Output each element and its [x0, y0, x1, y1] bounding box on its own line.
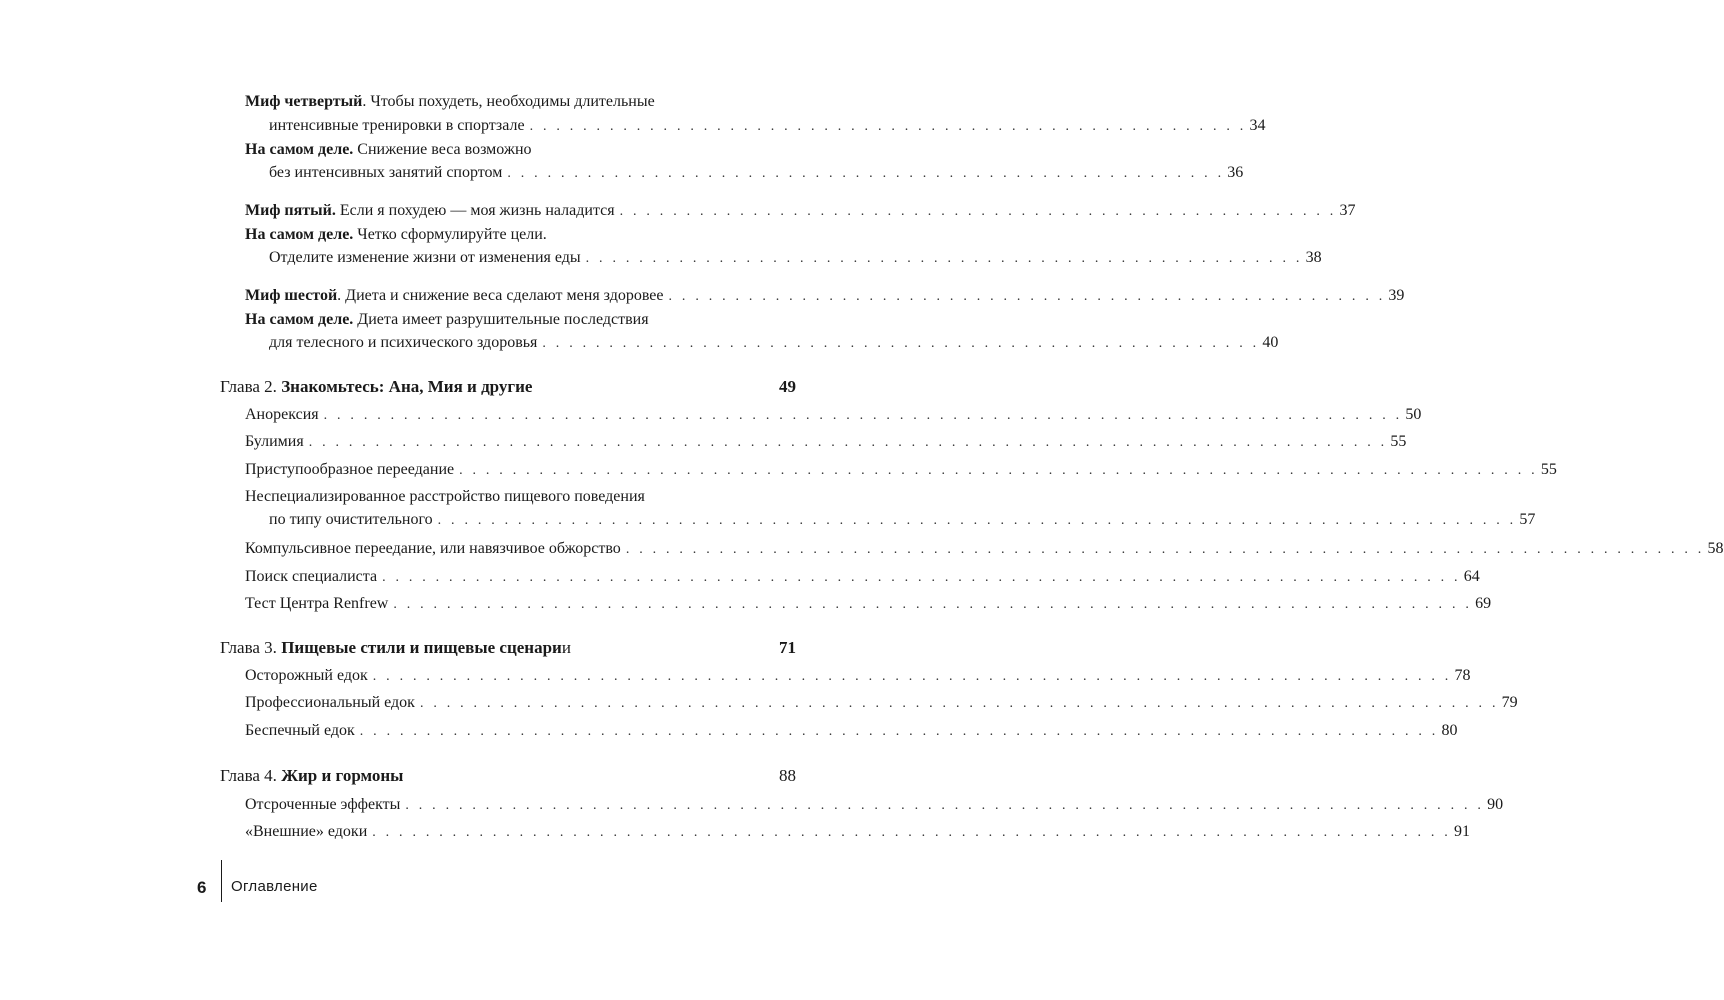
- myth-lead: Миф пятый.: [245, 202, 336, 219]
- item-text: Профессиональный едок: [245, 694, 415, 711]
- myth-text-continued: интенсивные тренировки в спортзале: [269, 117, 525, 134]
- chapter-title: Жир и гормоны: [281, 766, 404, 785]
- separator: .: [337, 287, 346, 304]
- fact-text: Четко сформулируйте цели.: [353, 226, 547, 243]
- page-number: 80: [1441, 722, 1458, 739]
- leader-dots: . . . . . . . . . . . . . . . . . . . . . . . . . . . . . . . . . . . . . . . . . . . . . . . . . . . . . . . . . . . . . . . . . . . . . . . . . . . . . . . . .: [405, 798, 1485, 813]
- footer-divider: [221, 860, 222, 902]
- toc-item: [245, 795, 1504, 815]
- leader-dots: . . . . . . . . . . . . . . . . . . . . . . . . . . . . . . . . . . . . . . . . . . . . . . . . . . . . . .: [585, 251, 1303, 266]
- item-text-continued: по типу очистительного: [269, 511, 433, 528]
- toc-line-myth-6: [245, 286, 1405, 306]
- leader-dots: . . . . . . . . . . . . . . . . . . . . . . . . . . . . . . . . . . . . . . . . . . . . . . . . . . . . . . . . . . . . . . . . . . . . . . . . . . . . . . . . .: [323, 408, 1403, 423]
- page-number: 91: [1453, 823, 1470, 840]
- chapter-page-number: 49: [779, 377, 796, 396]
- myth-text: Чтобы похудеть, необходимы длительные: [370, 93, 655, 110]
- leader-dots: . . . . . . . . . . . . . . . . . . . . . . . . . . . . . . . . . . . . . . . . . . . . . . . . . . . . . . . . . . . . . . . . . . . . . . . . . . . . . . . . .: [382, 570, 1461, 585]
- page-number: 57: [1519, 511, 1536, 528]
- separator: .: [362, 93, 371, 110]
- fact-text: Снижение веса возможно: [353, 141, 532, 158]
- fact-text: Диета имеет разрушительные последствия: [353, 311, 649, 328]
- page-number: 50: [1405, 406, 1422, 423]
- page-number: 55: [1540, 461, 1557, 478]
- toc-item: [245, 567, 1480, 587]
- page-number: 37: [1339, 202, 1356, 219]
- leader-dots: . . . . . . . . . . . . . . . . . . . . . . . . . . . . . . . . . . . . . . . . . . . . . . . . . . . . . . . . . . . . . . . . . . . . . . . . . . . . . . . . .: [393, 597, 1473, 612]
- toc-line-fact-4: [269, 163, 1244, 183]
- leader-dots: . . . . . . . . . . . . . . . . . . . . . . . . . . . . . . . . . . . . . . . . . . . . . . . . . . . . . .: [529, 119, 1247, 134]
- chapter-page-number: 71: [779, 638, 796, 657]
- leader-dots: . . . . . . . . . . . . . . . . . . . . . . . . . . . . . . . . . . . . . . . . . . . . . . . . . . . . . .: [542, 336, 1260, 351]
- leader-dots: . . . . . . . . . . . . . . . . . . . . . . . . . . . . . . . . . . . . . . . . . . . . . . . . . . . . . . . . . . . . . . . . . . . . . . . . . . . . . . . . .: [625, 542, 1705, 557]
- toc-chapter-2: [220, 377, 796, 397]
- myth-text: Диета и снижение веса сделают меня здоровее: [345, 287, 664, 304]
- leader-dots: . . . . . . . . . . . . . . . . . . . . . . . . . . . . . . . . . . . . . . . . . . . . . . . . . . . . . . . . . . . . . . . . . . . . . . . . . . . . . . . . .: [419, 696, 1499, 711]
- toc-line-fact-6: [269, 333, 1279, 353]
- page-number: 64: [1463, 568, 1480, 585]
- toc-chapter-4: [220, 766, 796, 786]
- page-number: 39: [1388, 287, 1405, 304]
- chapter-prefix: Глава 2.: [220, 377, 282, 396]
- chapter-title: Пищевые стили и пищевые сценари: [281, 638, 562, 657]
- fact-lead: На самом деле.: [245, 141, 354, 158]
- leader-dots: . . . . . . . . . . . . . . . . . . . . . . . . . . . . . . . . . . . . . . . . . . . . . . . . . . . . . . . . . . . . . . . . . . . . . . . . . . . . . . . . .: [308, 435, 1388, 450]
- toc-entry-fact-4: [245, 140, 532, 160]
- fact-text-continued: для телесного и психического здоровья: [269, 334, 538, 351]
- chapter-page-number: 88: [779, 766, 796, 785]
- item-text: Приступообразное переедание: [245, 461, 455, 478]
- item-text: Поиск специалиста: [245, 568, 378, 585]
- footer-section-title: Оглавление: [231, 878, 318, 895]
- leader-dots: . . . . . . . . . . . . . . . . . . . . . . . . . . . . . . . . . . . . . . . . . . . . . . . . . . . . . .: [668, 289, 1386, 304]
- toc-chapter-3: [220, 638, 796, 658]
- page-number: 36: [1227, 164, 1244, 181]
- leader-dots: . . . . . . . . . . . . . . . . . . . . . . . . . . . . . . . . . . . . . . . . . . . . . . . . . . . . . .: [619, 204, 1337, 219]
- toc-line-myth-5: [245, 201, 1356, 221]
- leader-dots: . . . . . . . . . . . . . . . . . . . . . . . . . . . . . . . . . . . . . . . . . . . . . . . . . . . . . . . . . . . . . . . . . . . . . . . . . . . . . . . . .: [437, 513, 1517, 528]
- page-number: 79: [1501, 694, 1518, 711]
- fact-lead: На самом деле.: [245, 311, 354, 328]
- page-number: 90: [1487, 796, 1504, 813]
- toc-item-text-line: [245, 487, 645, 507]
- myth-lead: Миф шестой: [245, 287, 338, 304]
- fact-text-continued: без интенсивных занятий спортом: [269, 164, 503, 181]
- page-number: 38: [1305, 249, 1322, 266]
- page-number: 58: [1707, 540, 1724, 557]
- page-number: 55: [1390, 433, 1407, 450]
- item-text: Отсроченные эффекты: [245, 796, 401, 813]
- item-text: Тест Центра Renfrew: [245, 595, 389, 612]
- leader-dots: . . . . . . . . . . . . . . . . . . . . . . . . . . . . . . . . . . . . . . . . . . . . . . . . . . . . . . . . . . . . . . . . . . . . . . . . . . . . . . . . .: [372, 825, 1451, 840]
- toc-item: [245, 666, 1471, 686]
- chapter-prefix: Глава 4.: [220, 766, 282, 785]
- toc-entry-fact-5: [245, 225, 547, 245]
- toc-item: [245, 822, 1470, 842]
- page-number: 69: [1475, 595, 1492, 612]
- chapter-title: Знакомьтесь: Ана, Мия и другие: [281, 377, 533, 396]
- toc-item: [245, 460, 1557, 480]
- toc-item: [245, 693, 1518, 713]
- item-text: Неспециализированное расстройство пищевого поведения: [245, 488, 645, 505]
- page-number: 78: [1454, 667, 1471, 684]
- leader-dots: . . . . . . . . . . . . . . . . . . . . . . . . . . . . . . . . . . . . . . . . . . . . . . . . . . . . . . . . . . . . . . . . . . . . . . . . . . . . . . . . .: [459, 463, 1538, 478]
- toc-entry-fact-6: [245, 310, 649, 330]
- chapter-prefix: Глава 3.: [220, 638, 282, 657]
- toc-item: [245, 594, 1492, 614]
- page-number: 40: [1262, 334, 1279, 351]
- leader-dots: . . . . . . . . . . . . . . . . . . . . . . . . . . . . . . . . . . . . . . . . . . . . . . . . . . . . . . . . . . . . . . . . . . . . . . . . . . . . . . . . .: [372, 669, 1452, 684]
- item-text: Анорексия: [245, 406, 319, 423]
- chapter-title-tail: и: [561, 638, 571, 657]
- toc-item: [245, 721, 1458, 741]
- fact-lead: На самом деле.: [245, 226, 354, 243]
- toc-line-fact-5: [269, 248, 1322, 268]
- item-text: «Внешние» едоки: [245, 823, 368, 840]
- footer-page-number: 6: [197, 878, 207, 897]
- toc-item: [245, 432, 1407, 452]
- item-text: Компульсивное переедание, или навязчивое обжорство: [245, 540, 621, 557]
- fact-text-continued: Отделите изменение жизни от изменения еды: [269, 249, 581, 266]
- toc-line-myth-4: [269, 116, 1266, 136]
- toc-item: [245, 539, 1724, 559]
- toc-item: [245, 405, 1422, 425]
- item-text: Беспечный едок: [245, 722, 355, 739]
- leader-dots: . . . . . . . . . . . . . . . . . . . . . . . . . . . . . . . . . . . . . . . . . . . . . . . . . . . . . . . . . . . . . . . . . . . . . . . . . . . . . . . . .: [359, 724, 1439, 739]
- page-number: 34: [1249, 117, 1266, 134]
- item-text: Булимия: [245, 433, 304, 450]
- myth-text: Если я похудею — моя жизнь наладится: [339, 202, 615, 219]
- leader-dots: . . . . . . . . . . . . . . . . . . . . . . . . . . . . . . . . . . . . . . . . . . . . . . . . . . . . . .: [507, 166, 1225, 181]
- item-text: Осторожный едок: [245, 667, 368, 684]
- toc-entry-myth-4: [245, 92, 655, 112]
- toc-item: [269, 510, 1536, 530]
- myth-lead: Миф четвертый: [245, 93, 363, 110]
